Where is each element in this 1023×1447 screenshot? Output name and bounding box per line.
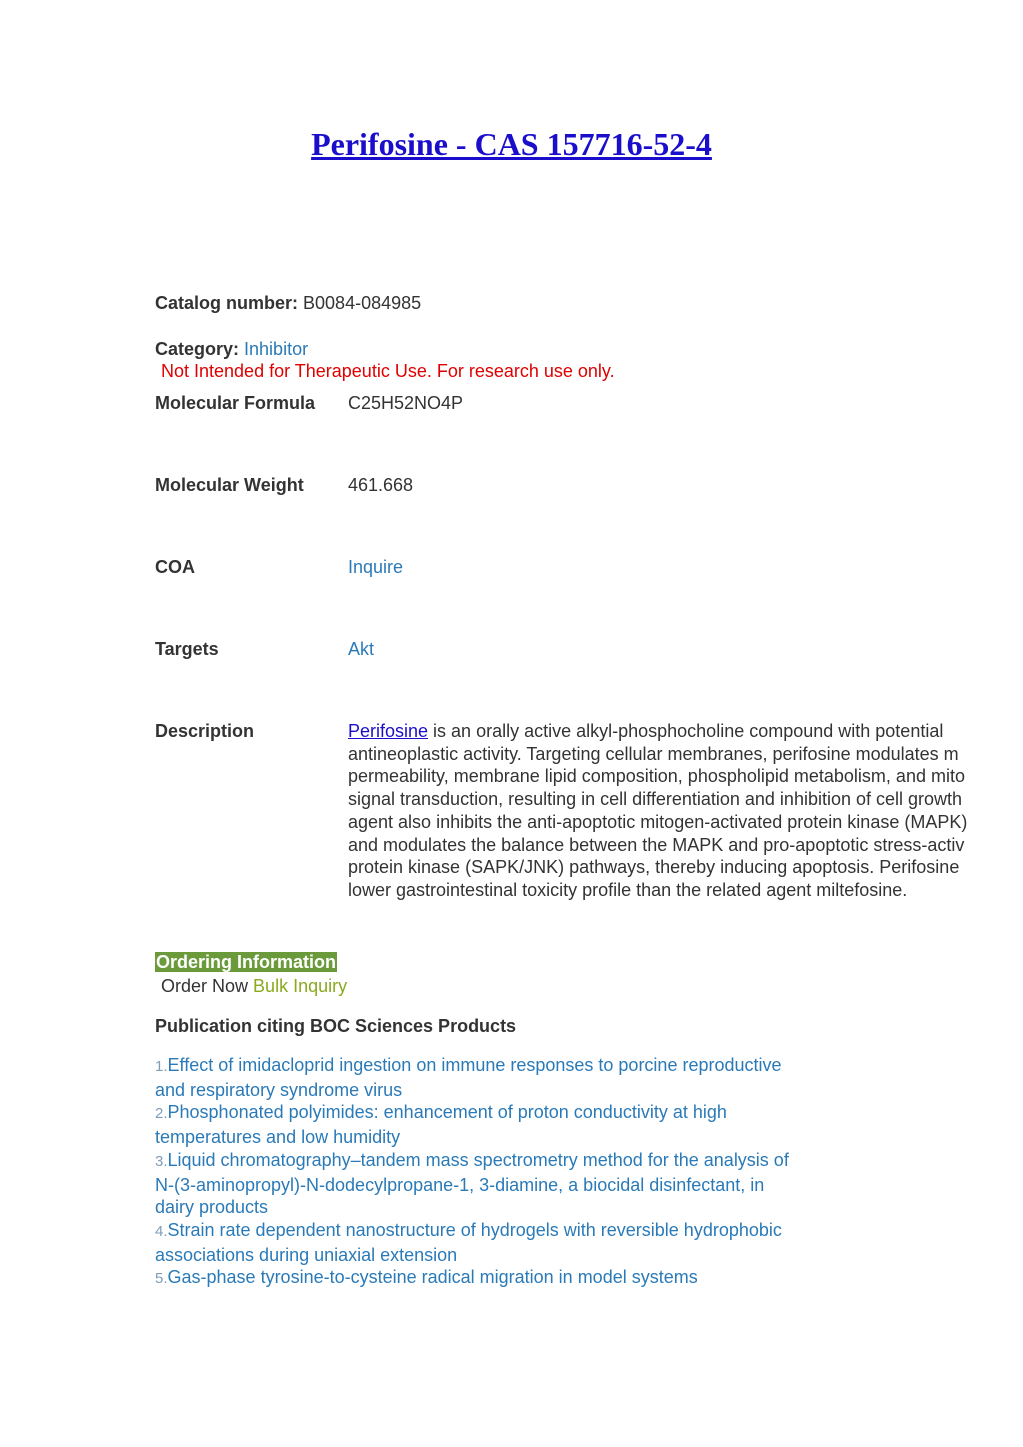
category-row [155,338,308,360]
publication-title[interactable]: N-(3-aminopropyl)-N-dodecylpropane-1, 3-diamine, a biocidal disinfectant, in [155,1174,765,1195]
coa-label: COA [155,557,195,577]
targets-akt-link[interactable]: Akt [348,639,375,659]
publication-item[interactable] [155,1054,875,1101]
catalog-row [155,292,421,314]
description-text [348,720,1023,902]
publication-title[interactable]: Gas-phase tyrosine-to-cysteine radical migration in model systems [167,1267,698,1288]
description-line-text: is an orally active alkyl-phosphocholine compound with potential [428,721,944,741]
page-title [0,124,1023,164]
targets-label: Targets [155,639,219,659]
description-line [348,720,1023,743]
description-line: permeability, membrane lipid composition, phospholipid metabolism, and mito [348,766,965,787]
publication-title[interactable]: Strain rate dependent nanostructure of hydrogels with reversible hydrophobic [167,1219,782,1240]
publication-title[interactable]: associations during uniaxial extension [155,1244,458,1265]
publication-number: 5. [155,1270,168,1288]
description-line: protein kinase (SAPK/JNK) pathways, thereby inducing apoptosis. Perifosine [348,857,960,878]
description-line: lower gastrointestinal toxicity profile than the related agent miltefosine. [348,879,908,900]
publication-title[interactable]: temperatures and low humidity [155,1127,401,1148]
description-line: agent also inhibits the anti-apoptotic mitogen-activated protein kinase (MAPK) [348,811,968,832]
publication-title[interactable]: Liquid chromatography–tandem mass spectrometry method for the analysis of [167,1149,789,1170]
publication-item[interactable] [155,1149,875,1219]
bulk-inquiry-link[interactable]: Bulk Inquiry [253,976,348,996]
publication-number: 2. [155,1105,168,1123]
catalog-label: Catalog number: [155,293,299,313]
category-label: Category: [155,339,240,359]
weight-label: Molecular Weight [155,475,304,495]
ordering-heading-row [155,951,337,973]
ordering-heading: Ordering Information [156,952,336,972]
category-link[interactable]: Inhibitor [244,339,309,359]
publication-item[interactable] [155,1266,875,1291]
publication-title[interactable]: Phosphonated polyimides: enhancement of proton conductivity at high [167,1102,727,1123]
perifosine-link[interactable]: Perifosine [348,721,429,741]
publications-heading: Publication citing BOC Sciences Products [155,1016,517,1036]
ordering-links [161,975,347,997]
publication-title[interactable]: and respiratory syndrome virus [155,1079,403,1100]
publication-number: 4. [155,1222,168,1240]
publication-number: 3. [155,1152,168,1170]
research-notice: Not Intended for Therapeutic Use. For research use only. [161,361,615,381]
description-line: antineoplastic activity. Targeting cellular membranes, perifosine modulates m [348,743,959,764]
description-line: and modulates the balance between the MAPK and pro-apoptotic stress-activ [348,834,965,855]
formula-value: C25H52NO4P [348,393,464,413]
catalog-value: B0084-084985 [303,293,422,313]
weight-value: 461.668 [348,475,414,495]
publication-number: 1. [155,1058,168,1075]
publication-title[interactable]: Effect of imidacloprid ingestion on immune responses to porcine reproductive [167,1055,782,1075]
publication-item[interactable] [155,1101,875,1148]
publication-list [155,1054,875,1291]
title-link[interactable]: Perifosine - CAS 157716-52-4 [311,126,712,162]
publication-title[interactable]: dairy products [155,1197,269,1218]
description-label: Description [155,721,255,741]
order-now-link[interactable]: Order Now [161,976,249,996]
publication-item[interactable] [155,1219,875,1266]
formula-label: Molecular Formula [155,393,316,413]
description-line: signal transduction, resulting in cell differentiation and inhibition of cell growth [348,789,963,810]
coa-inquire-link[interactable]: Inquire [348,557,404,577]
